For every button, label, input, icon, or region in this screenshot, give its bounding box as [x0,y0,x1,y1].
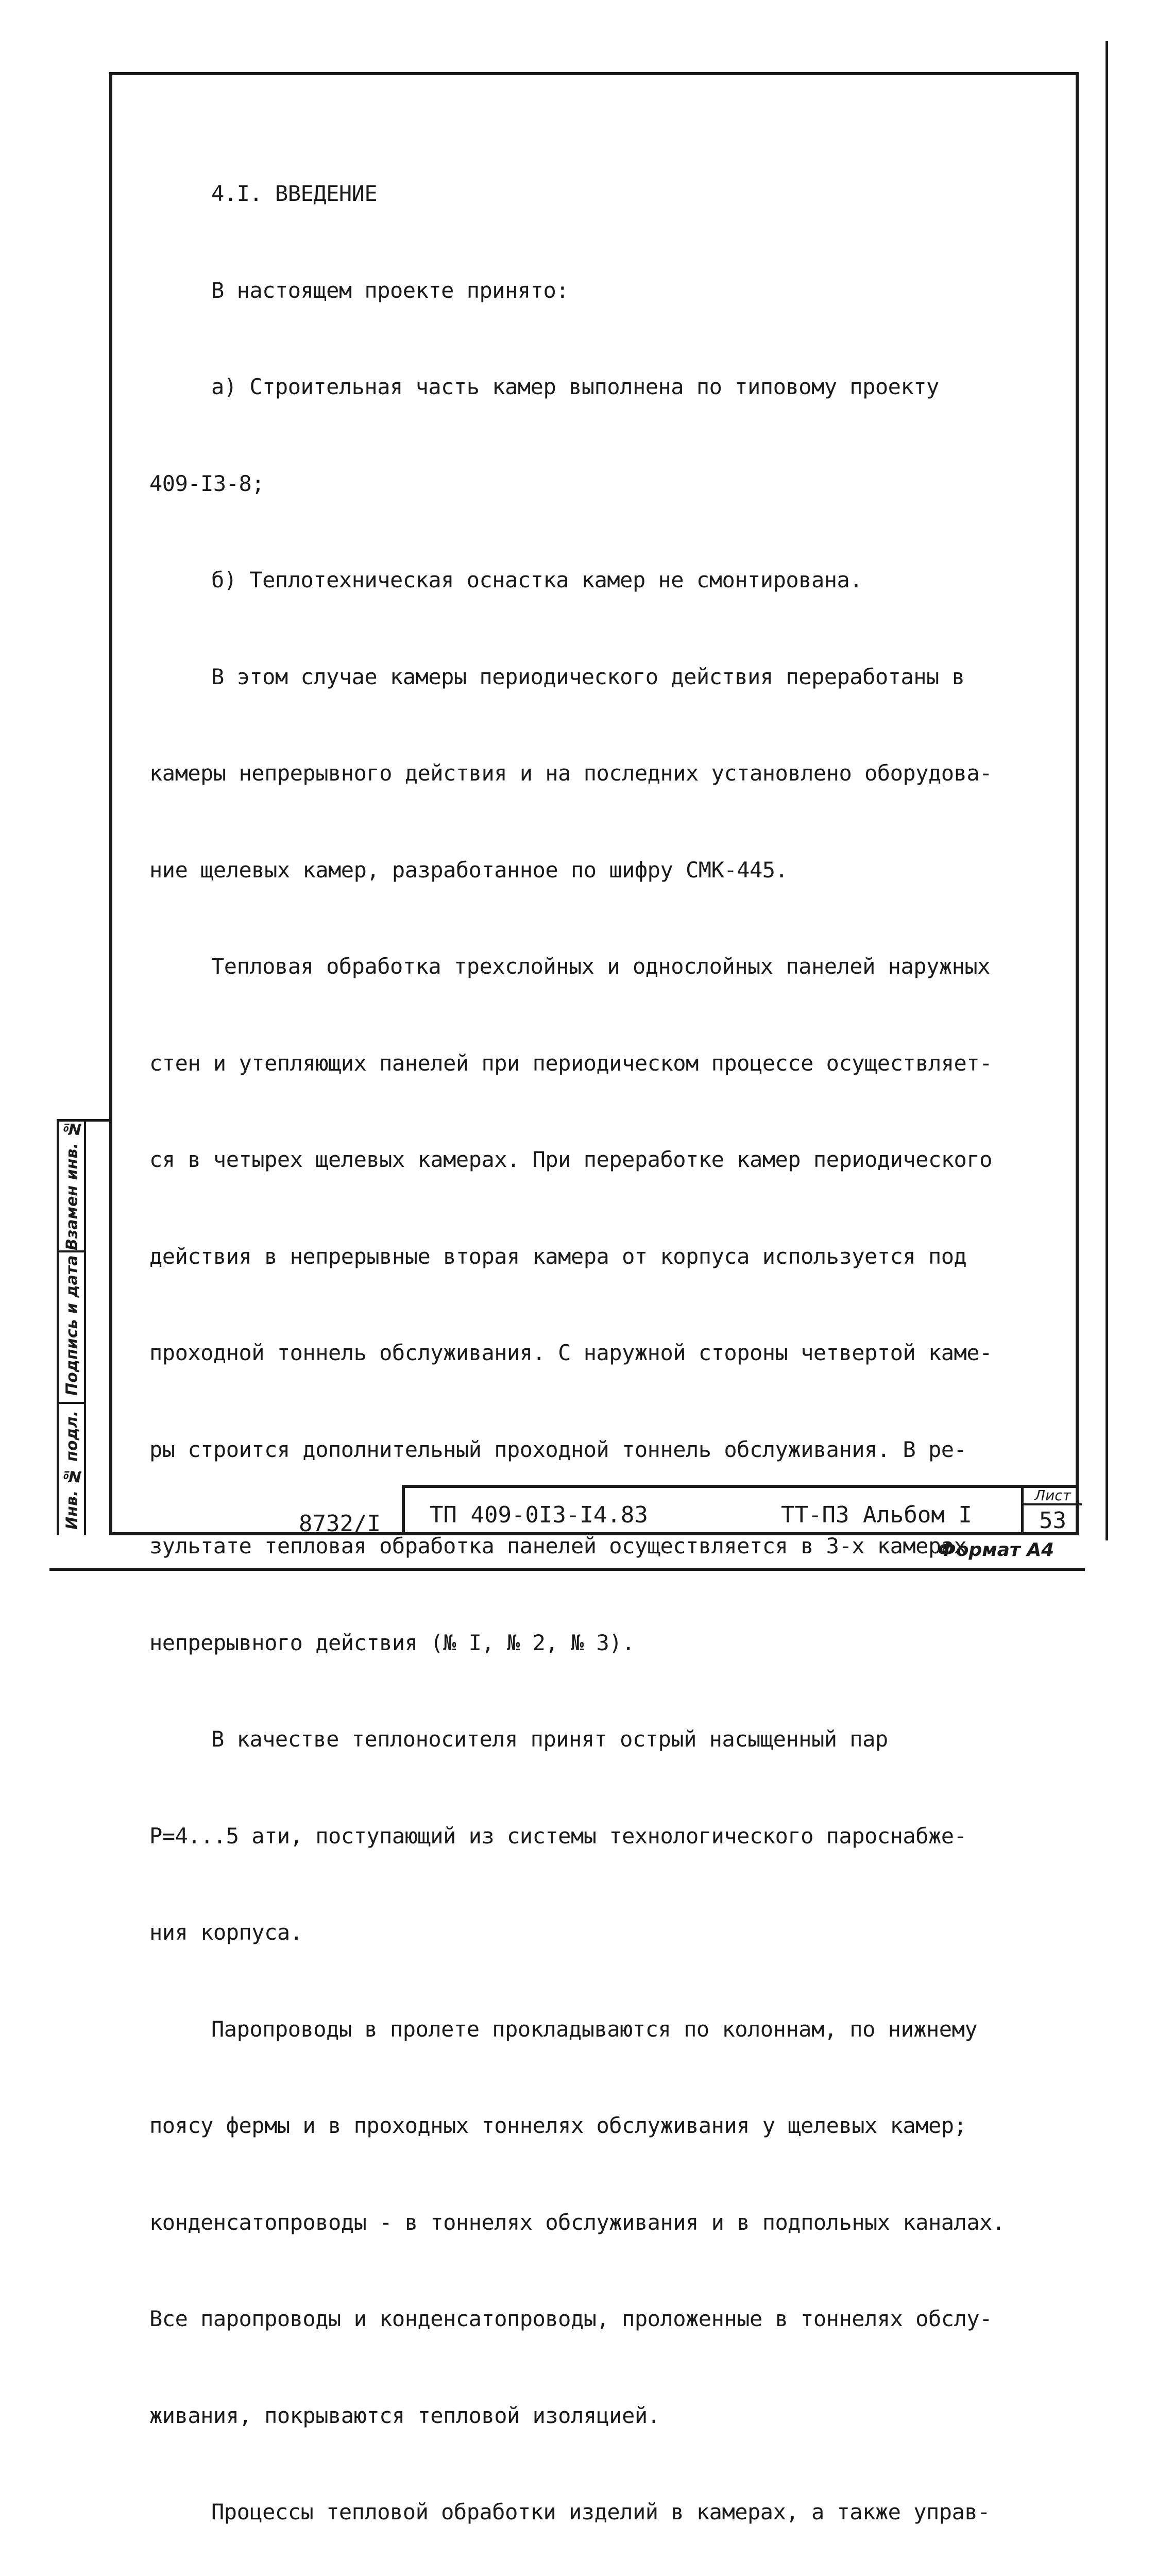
body-line: 409-I3-8; [149,470,265,496]
body-line: камеры непрерывного действия и на последних установлено оборудова- [149,760,992,786]
body-line: проходной тоннель обслуживания. С наружной стороны четвертой каме- [149,1340,992,1365]
format-label: Формат А4 [938,1539,1055,1561]
body-line: P=4...5 ати, поступающий из системы технологического пароснабже- [149,1823,967,1849]
bottom-rule [49,1568,1085,1571]
body-line: ры строится дополнительный проходной тоннель обслуживания. В ре- [149,1436,967,1462]
document-body [149,113,1077,2576]
inv-orig-label: Инв. № подл. [63,1410,81,1530]
body-line: стен и утепляющих панелей при периодическом процессе осуществляет- [149,1050,992,1076]
body-line: В настоящем проекте принято: [211,277,569,303]
project-code: ТП 409-0I3-I4.83 [430,1502,648,1528]
side-stamp-column-line [84,1122,86,1535]
title-block [402,1485,1079,1535]
body-line: живания, покрываются тепловой изоляцией. [149,2402,660,2428]
body-line: Все паропроводы и конденсатопроводы, проложенные в тоннелях обслу- [149,2306,992,2331]
sheet-box [1021,1488,1082,1535]
body-line: В этом случае камеры периодического действия переработаны в [211,664,965,689]
replaces-inv-label: Взамен инв. № [63,1119,81,1251]
body-line: Тепловая обработка трехслойных и однослойных панелей наружных [211,954,990,979]
side-stamp [57,1119,109,1535]
body-line: Паропроводы в пролете прокладываются по колоннам, по нижнему [211,2016,978,2042]
body-line: конденсатопроводы - в тоннелях обслуживания и в подпольных каналах. [149,2209,1005,2235]
signature-date-label: Подпись и дата [63,1255,81,1396]
body-line: Процессы тепловой обработки изделий в камерах, а также управ- [211,2499,990,2524]
side-stamp-divider [59,1402,84,1404]
document-number: 8732/I [299,1511,381,1537]
body-line: ся в четырех щелевых камерах. При переработке камер периодического [149,1147,992,1172]
sheet-number: 53 [1039,1507,1066,1534]
body-line: зультате тепловая обработка панелей осуществляется в 3-х камерах [149,1533,967,1558]
side-stamp-divider [59,1250,84,1252]
body-line: непрерывного действия (№ I, № 2, № 3). [149,1630,635,1655]
sheet-label: Лист [1024,1488,1082,1505]
body-line: В качестве теплоносителя принят острый насыщенный пар [211,1726,888,1752]
page-right-edge-line [1106,41,1108,1540]
album-label: ТТ-ПЗ Альбом I [781,1502,972,1528]
body-line: ния корпуса. [149,1920,303,1945]
body-line: действия в непрерывные вторая камера от корпуса используется под [149,1243,967,1269]
body-line: б) Теплотехническая оснастка камер не смонтирована. [211,567,863,592]
body-line: а) Строительная часть камер выполнена по типовому проекту [211,374,939,399]
section-heading-introduction: 4.I. ВВЕДЕНИЕ [211,181,378,206]
body-line: поясу фермы и в проходных тоннелях обслуживания у щелевых камер; [149,2113,967,2138]
body-line: ние щелевых камер, разработанное по шифру СМК-445. [149,857,788,883]
